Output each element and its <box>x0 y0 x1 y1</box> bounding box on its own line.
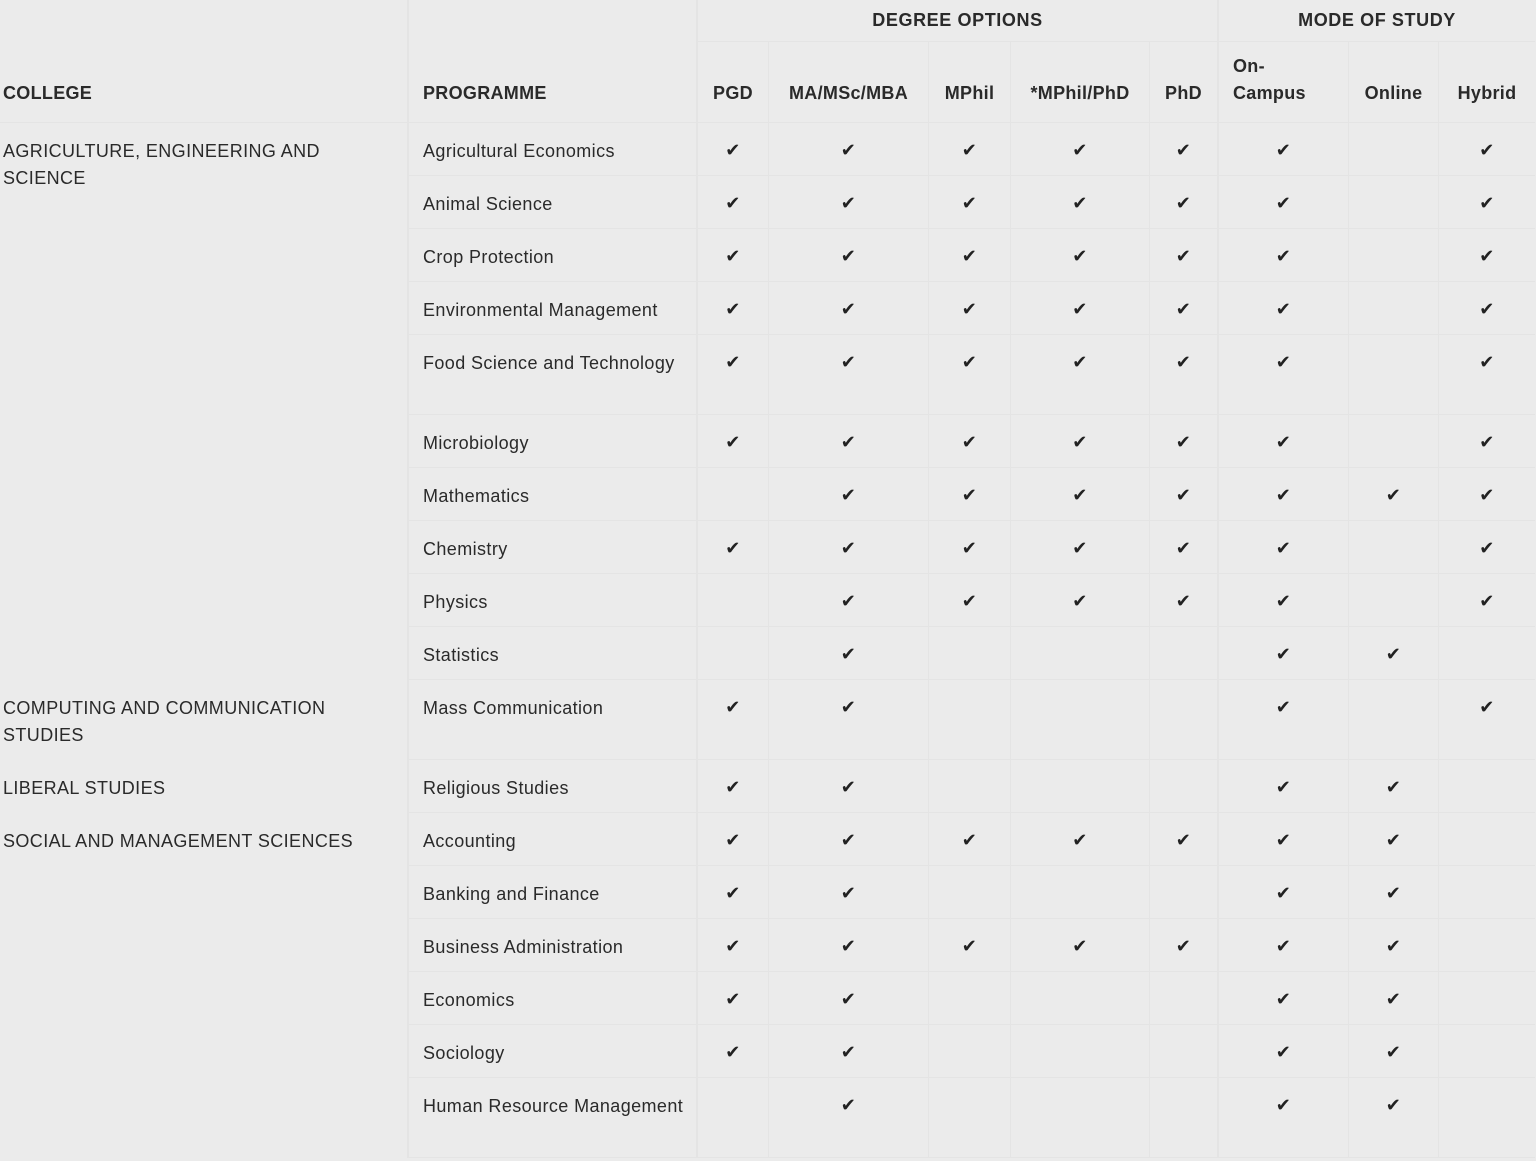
mphil-cell <box>929 760 1011 813</box>
mphil-cell <box>929 627 1011 680</box>
check-icon: ✔ <box>1175 830 1192 850</box>
mphil-cell <box>929 919 1011 972</box>
hybrid-cell <box>1439 1078 1535 1158</box>
programme-cell: Mass Communication <box>409 680 698 760</box>
check-icon: ✔ <box>1072 246 1088 266</box>
masters-cell <box>769 415 929 468</box>
check-icon: ✔ <box>1275 830 1292 850</box>
programme-column-header: PROGRAMME <box>409 42 698 123</box>
check-icon: ✔ <box>840 830 857 850</box>
mphil-cell <box>929 680 1011 760</box>
masters-cell <box>769 123 929 176</box>
mphil-phd-cell <box>1011 415 1150 468</box>
on-campus-line2: Campus <box>1233 83 1306 103</box>
check-icon: ✔ <box>961 830 978 850</box>
check-icon: ✔ <box>1275 299 1292 319</box>
check-icon: ✔ <box>725 989 741 1009</box>
online-cell <box>1349 415 1439 468</box>
masters-cell <box>769 521 929 574</box>
check-icon: ✔ <box>1479 432 1495 452</box>
mode-of-study-header: MODE OF STUDY <box>1219 0 1535 42</box>
check-icon: ✔ <box>1175 352 1192 372</box>
check-icon: ✔ <box>1275 989 1292 1009</box>
mphil-phd-cell <box>1011 521 1150 574</box>
college-cell: LIBERAL STUDIES <box>0 760 409 813</box>
check-icon: ✔ <box>1275 246 1292 266</box>
check-icon: ✔ <box>840 591 857 611</box>
check-icon: ✔ <box>1275 1042 1292 1062</box>
mphil-cell <box>929 335 1011 415</box>
mphil-cell <box>929 176 1011 229</box>
phd-cell <box>1150 919 1219 972</box>
programme-cell: Animal Science <box>409 176 698 229</box>
check-icon: ✔ <box>1385 883 1402 903</box>
on-campus-cell <box>1219 866 1349 919</box>
on-campus-cell <box>1219 521 1349 574</box>
phd-cell <box>1150 972 1219 1025</box>
programme-cell: Physics <box>409 574 698 627</box>
hybrid-column-header: Hybrid <box>1439 42 1535 123</box>
on-campus-line1: On- <box>1233 56 1265 76</box>
check-icon: ✔ <box>725 1042 741 1062</box>
on-campus-cell <box>1219 123 1349 176</box>
hybrid-cell <box>1439 282 1535 335</box>
check-icon: ✔ <box>1479 246 1495 266</box>
programme-cell: Statistics <box>409 627 698 680</box>
masters-cell <box>769 1078 929 1158</box>
college-cell: COMPUTING AND COMMUNICATION STUDIES <box>0 680 409 760</box>
hybrid-cell <box>1439 415 1535 468</box>
online-cell <box>1349 229 1439 282</box>
masters-cell <box>769 468 929 521</box>
phd-cell <box>1150 680 1219 760</box>
programme-cell: Religious Studies <box>409 760 698 813</box>
mphil-phd-cell <box>1011 335 1150 415</box>
pgd-cell <box>698 1025 769 1078</box>
check-icon: ✔ <box>1385 1095 1402 1115</box>
on-campus-column-header <box>1219 42 1349 123</box>
check-icon: ✔ <box>1072 299 1088 319</box>
mphil-phd-cell <box>1011 176 1150 229</box>
hybrid-cell <box>1439 176 1535 229</box>
hybrid-cell <box>1439 866 1535 919</box>
check-icon: ✔ <box>961 352 978 372</box>
programme-cell: Agricultural Economics <box>409 123 698 176</box>
programme-cell: Microbiology <box>409 415 698 468</box>
phd-cell <box>1150 813 1219 866</box>
mphil-cell <box>929 468 1011 521</box>
on-campus-cell <box>1219 813 1349 866</box>
college-cell: AGRICULTURE, ENGINEERING AND SCIENCE <box>0 123 409 680</box>
mphil-phd-cell <box>1011 866 1150 919</box>
check-icon: ✔ <box>1275 432 1292 452</box>
check-icon: ✔ <box>1175 538 1192 558</box>
online-cell <box>1349 1078 1439 1158</box>
hybrid-cell <box>1439 1025 1535 1078</box>
check-icon: ✔ <box>1072 193 1088 213</box>
check-icon: ✔ <box>840 644 857 664</box>
check-icon: ✔ <box>1385 485 1402 505</box>
check-icon: ✔ <box>725 830 741 850</box>
pgd-cell <box>698 1078 769 1158</box>
on-campus-cell <box>1219 574 1349 627</box>
masters-cell <box>769 282 929 335</box>
check-icon: ✔ <box>725 936 741 956</box>
pgd-cell <box>698 972 769 1025</box>
check-icon: ✔ <box>725 299 741 319</box>
programme-cell: Chemistry <box>409 521 698 574</box>
mphil-phd-cell <box>1011 919 1150 972</box>
check-icon: ✔ <box>1479 193 1495 213</box>
phd-cell <box>1150 282 1219 335</box>
hybrid-cell <box>1439 919 1535 972</box>
check-icon: ✔ <box>1275 193 1292 213</box>
check-icon: ✔ <box>1385 644 1402 664</box>
pgd-cell <box>698 335 769 415</box>
masters-cell <box>769 1025 929 1078</box>
degree-options-header: DEGREE OPTIONS <box>698 0 1219 42</box>
check-icon: ✔ <box>840 140 857 160</box>
pgd-cell <box>698 813 769 866</box>
mphil-phd-cell <box>1011 123 1150 176</box>
check-icon: ✔ <box>961 538 978 558</box>
masters-cell <box>769 229 929 282</box>
check-icon: ✔ <box>1275 538 1292 558</box>
check-icon: ✔ <box>1175 140 1192 160</box>
check-icon: ✔ <box>1275 140 1292 160</box>
online-cell <box>1349 574 1439 627</box>
programme-cell: Business Administration <box>409 919 698 972</box>
mphil-phd-cell <box>1011 468 1150 521</box>
pgd-cell <box>698 176 769 229</box>
masters-cell <box>769 680 929 760</box>
on-campus-cell <box>1219 627 1349 680</box>
on-campus-cell <box>1219 1025 1349 1078</box>
check-icon: ✔ <box>1175 936 1192 956</box>
masters-cell <box>769 335 929 415</box>
check-icon: ✔ <box>840 299 857 319</box>
check-icon: ✔ <box>1385 777 1402 797</box>
masters-cell <box>769 866 929 919</box>
check-icon: ✔ <box>1175 432 1192 452</box>
check-icon: ✔ <box>840 538 857 558</box>
mphil-cell <box>929 229 1011 282</box>
check-icon: ✔ <box>961 485 978 505</box>
check-icon: ✔ <box>1479 485 1495 505</box>
phd-cell <box>1150 123 1219 176</box>
masters-cell <box>769 574 929 627</box>
masters-cell <box>769 760 929 813</box>
masters-cell <box>769 627 929 680</box>
pgd-cell <box>698 521 769 574</box>
on-campus-cell <box>1219 282 1349 335</box>
programme-cell: Crop Protection <box>409 229 698 282</box>
online-cell <box>1349 919 1439 972</box>
check-icon: ✔ <box>1275 883 1292 903</box>
mphil-phd-cell <box>1011 1078 1150 1158</box>
mphil-cell <box>929 574 1011 627</box>
phd-cell <box>1150 866 1219 919</box>
check-icon: ✔ <box>1175 485 1192 505</box>
check-icon: ✔ <box>961 140 978 160</box>
hybrid-cell <box>1439 627 1535 680</box>
check-icon: ✔ <box>725 883 741 903</box>
on-campus-cell <box>1219 919 1349 972</box>
phd-cell <box>1150 229 1219 282</box>
check-icon: ✔ <box>1275 485 1292 505</box>
mphil-cell <box>929 521 1011 574</box>
mphil-phd-cell <box>1011 229 1150 282</box>
programme-cell: Economics <box>409 972 698 1025</box>
check-icon: ✔ <box>1072 352 1088 372</box>
pgd-cell <box>698 866 769 919</box>
check-icon: ✔ <box>1072 936 1088 956</box>
online-cell <box>1349 335 1439 415</box>
check-icon: ✔ <box>1275 352 1292 372</box>
online-cell <box>1349 760 1439 813</box>
online-cell <box>1349 1025 1439 1078</box>
check-icon: ✔ <box>1479 299 1495 319</box>
hybrid-cell <box>1439 123 1535 176</box>
programme-cell: Accounting <box>409 813 698 866</box>
mphil-cell <box>929 1025 1011 1078</box>
check-icon: ✔ <box>1275 697 1292 717</box>
programme-cell: Human Resource Management <box>409 1078 698 1158</box>
mphil-cell <box>929 1078 1011 1158</box>
phd-column-header: PhD <box>1150 42 1219 123</box>
programme-cell: Mathematics <box>409 468 698 521</box>
pgd-cell <box>698 229 769 282</box>
check-icon: ✔ <box>1072 140 1088 160</box>
mphil-phd-cell <box>1011 972 1150 1025</box>
pgd-cell <box>698 680 769 760</box>
hybrid-cell <box>1439 468 1535 521</box>
check-icon: ✔ <box>1479 697 1495 717</box>
on-campus-cell <box>1219 972 1349 1025</box>
online-cell <box>1349 627 1439 680</box>
check-icon: ✔ <box>961 432 978 452</box>
pgd-cell <box>698 574 769 627</box>
mphil-phd-cell <box>1011 1025 1150 1078</box>
pgd-cell <box>698 123 769 176</box>
mphil-cell <box>929 123 1011 176</box>
check-icon: ✔ <box>1385 1042 1402 1062</box>
check-icon: ✔ <box>961 591 978 611</box>
check-icon: ✔ <box>961 246 978 266</box>
pgd-cell <box>698 415 769 468</box>
phd-cell <box>1150 468 1219 521</box>
check-icon: ✔ <box>1479 538 1495 558</box>
mphil-phd-cell <box>1011 282 1150 335</box>
programme-cell: Food Science and Technology <box>409 335 698 415</box>
programme-cell: Environmental Management <box>409 282 698 335</box>
online-column-header: Online <box>1349 42 1439 123</box>
masters-column-header: MA/MSc/MBA <box>769 42 929 123</box>
online-cell <box>1349 282 1439 335</box>
college-column-header: COLLEGE <box>0 42 409 123</box>
check-icon: ✔ <box>725 246 741 266</box>
online-cell <box>1349 521 1439 574</box>
programme-cell: Banking and Finance <box>409 866 698 919</box>
on-campus-cell <box>1219 1078 1349 1158</box>
online-cell <box>1349 972 1439 1025</box>
check-icon: ✔ <box>840 989 857 1009</box>
mphil-column-header: MPhil <box>929 42 1011 123</box>
masters-cell <box>769 919 929 972</box>
online-cell <box>1349 176 1439 229</box>
check-icon: ✔ <box>840 193 857 213</box>
pgd-cell <box>698 468 769 521</box>
check-icon: ✔ <box>840 936 857 956</box>
check-icon: ✔ <box>1175 591 1192 611</box>
check-icon: ✔ <box>1175 193 1192 213</box>
check-icon: ✔ <box>725 697 741 717</box>
check-icon: ✔ <box>840 432 857 452</box>
mphil-cell <box>929 972 1011 1025</box>
check-icon: ✔ <box>840 697 857 717</box>
check-icon: ✔ <box>1275 936 1292 956</box>
mphil-phd-cell <box>1011 680 1150 760</box>
online-cell <box>1349 468 1439 521</box>
on-campus-cell <box>1219 680 1349 760</box>
online-cell <box>1349 866 1439 919</box>
on-campus-cell <box>1219 176 1349 229</box>
mphil-phd-cell <box>1011 813 1150 866</box>
check-icon: ✔ <box>840 246 857 266</box>
online-cell <box>1349 813 1439 866</box>
college-cell: SOCIAL AND MANAGEMENT SCIENCES <box>0 813 409 1158</box>
check-icon: ✔ <box>961 193 978 213</box>
mphil-cell <box>929 282 1011 335</box>
header-spacer-programme <box>409 0 698 42</box>
check-icon: ✔ <box>1385 989 1402 1009</box>
masters-cell <box>769 176 929 229</box>
check-icon: ✔ <box>725 432 741 452</box>
programme-cell: Sociology <box>409 1025 698 1078</box>
online-cell <box>1349 123 1439 176</box>
phd-cell <box>1150 335 1219 415</box>
online-cell <box>1349 680 1439 760</box>
hybrid-cell <box>1439 680 1535 760</box>
check-icon: ✔ <box>1072 432 1088 452</box>
mphil-cell <box>929 415 1011 468</box>
hybrid-cell <box>1439 760 1535 813</box>
pgd-column-header: PGD <box>698 42 769 123</box>
check-icon: ✔ <box>840 1095 857 1115</box>
pgd-cell <box>698 282 769 335</box>
hybrid-cell <box>1439 574 1535 627</box>
hybrid-cell <box>1439 229 1535 282</box>
check-icon: ✔ <box>725 538 741 558</box>
check-icon: ✔ <box>840 352 857 372</box>
mphil-phd-cell <box>1011 627 1150 680</box>
phd-cell <box>1150 1078 1219 1158</box>
check-icon: ✔ <box>1072 591 1088 611</box>
pgd-cell <box>698 627 769 680</box>
pgd-cell <box>698 760 769 813</box>
check-icon: ✔ <box>840 883 857 903</box>
check-icon: ✔ <box>1385 936 1402 956</box>
hybrid-cell <box>1439 813 1535 866</box>
check-icon: ✔ <box>1479 591 1495 611</box>
on-campus-label <box>1233 53 1306 107</box>
check-icon: ✔ <box>725 352 741 372</box>
phd-cell <box>1150 415 1219 468</box>
check-icon: ✔ <box>1175 299 1192 319</box>
check-icon: ✔ <box>1385 830 1402 850</box>
hybrid-cell <box>1439 972 1535 1025</box>
check-icon: ✔ <box>1479 140 1495 160</box>
check-icon: ✔ <box>1072 538 1088 558</box>
phd-cell <box>1150 574 1219 627</box>
mphil-phd-cell <box>1011 760 1150 813</box>
phd-cell <box>1150 176 1219 229</box>
on-campus-cell <box>1219 468 1349 521</box>
check-icon: ✔ <box>1275 1095 1292 1115</box>
masters-cell <box>769 972 929 1025</box>
check-icon: ✔ <box>1175 246 1192 266</box>
phd-cell <box>1150 627 1219 680</box>
on-campus-cell <box>1219 229 1349 282</box>
on-campus-cell <box>1219 335 1349 415</box>
check-icon: ✔ <box>725 777 741 797</box>
hybrid-cell <box>1439 335 1535 415</box>
mphil-cell <box>929 866 1011 919</box>
check-icon: ✔ <box>1479 352 1495 372</box>
masters-cell <box>769 813 929 866</box>
mphil-cell <box>929 813 1011 866</box>
check-icon: ✔ <box>1072 485 1088 505</box>
check-icon: ✔ <box>840 777 857 797</box>
mphil-phd-cell <box>1011 574 1150 627</box>
on-campus-cell <box>1219 415 1349 468</box>
check-icon: ✔ <box>961 936 978 956</box>
check-icon: ✔ <box>961 299 978 319</box>
phd-cell <box>1150 1025 1219 1078</box>
check-icon: ✔ <box>1072 830 1088 850</box>
check-icon: ✔ <box>840 485 857 505</box>
check-icon: ✔ <box>1275 777 1292 797</box>
on-campus-cell <box>1219 760 1349 813</box>
check-icon: ✔ <box>725 140 741 160</box>
check-icon: ✔ <box>840 1042 857 1062</box>
header-spacer-college <box>0 0 409 42</box>
hybrid-cell <box>1439 521 1535 574</box>
pgd-cell <box>698 919 769 972</box>
phd-cell <box>1150 521 1219 574</box>
mphil-phd-column-header: *MPhil/PhD <box>1011 42 1150 123</box>
check-icon: ✔ <box>1275 644 1292 664</box>
check-icon: ✔ <box>725 193 741 213</box>
phd-cell <box>1150 760 1219 813</box>
check-icon: ✔ <box>1275 591 1292 611</box>
